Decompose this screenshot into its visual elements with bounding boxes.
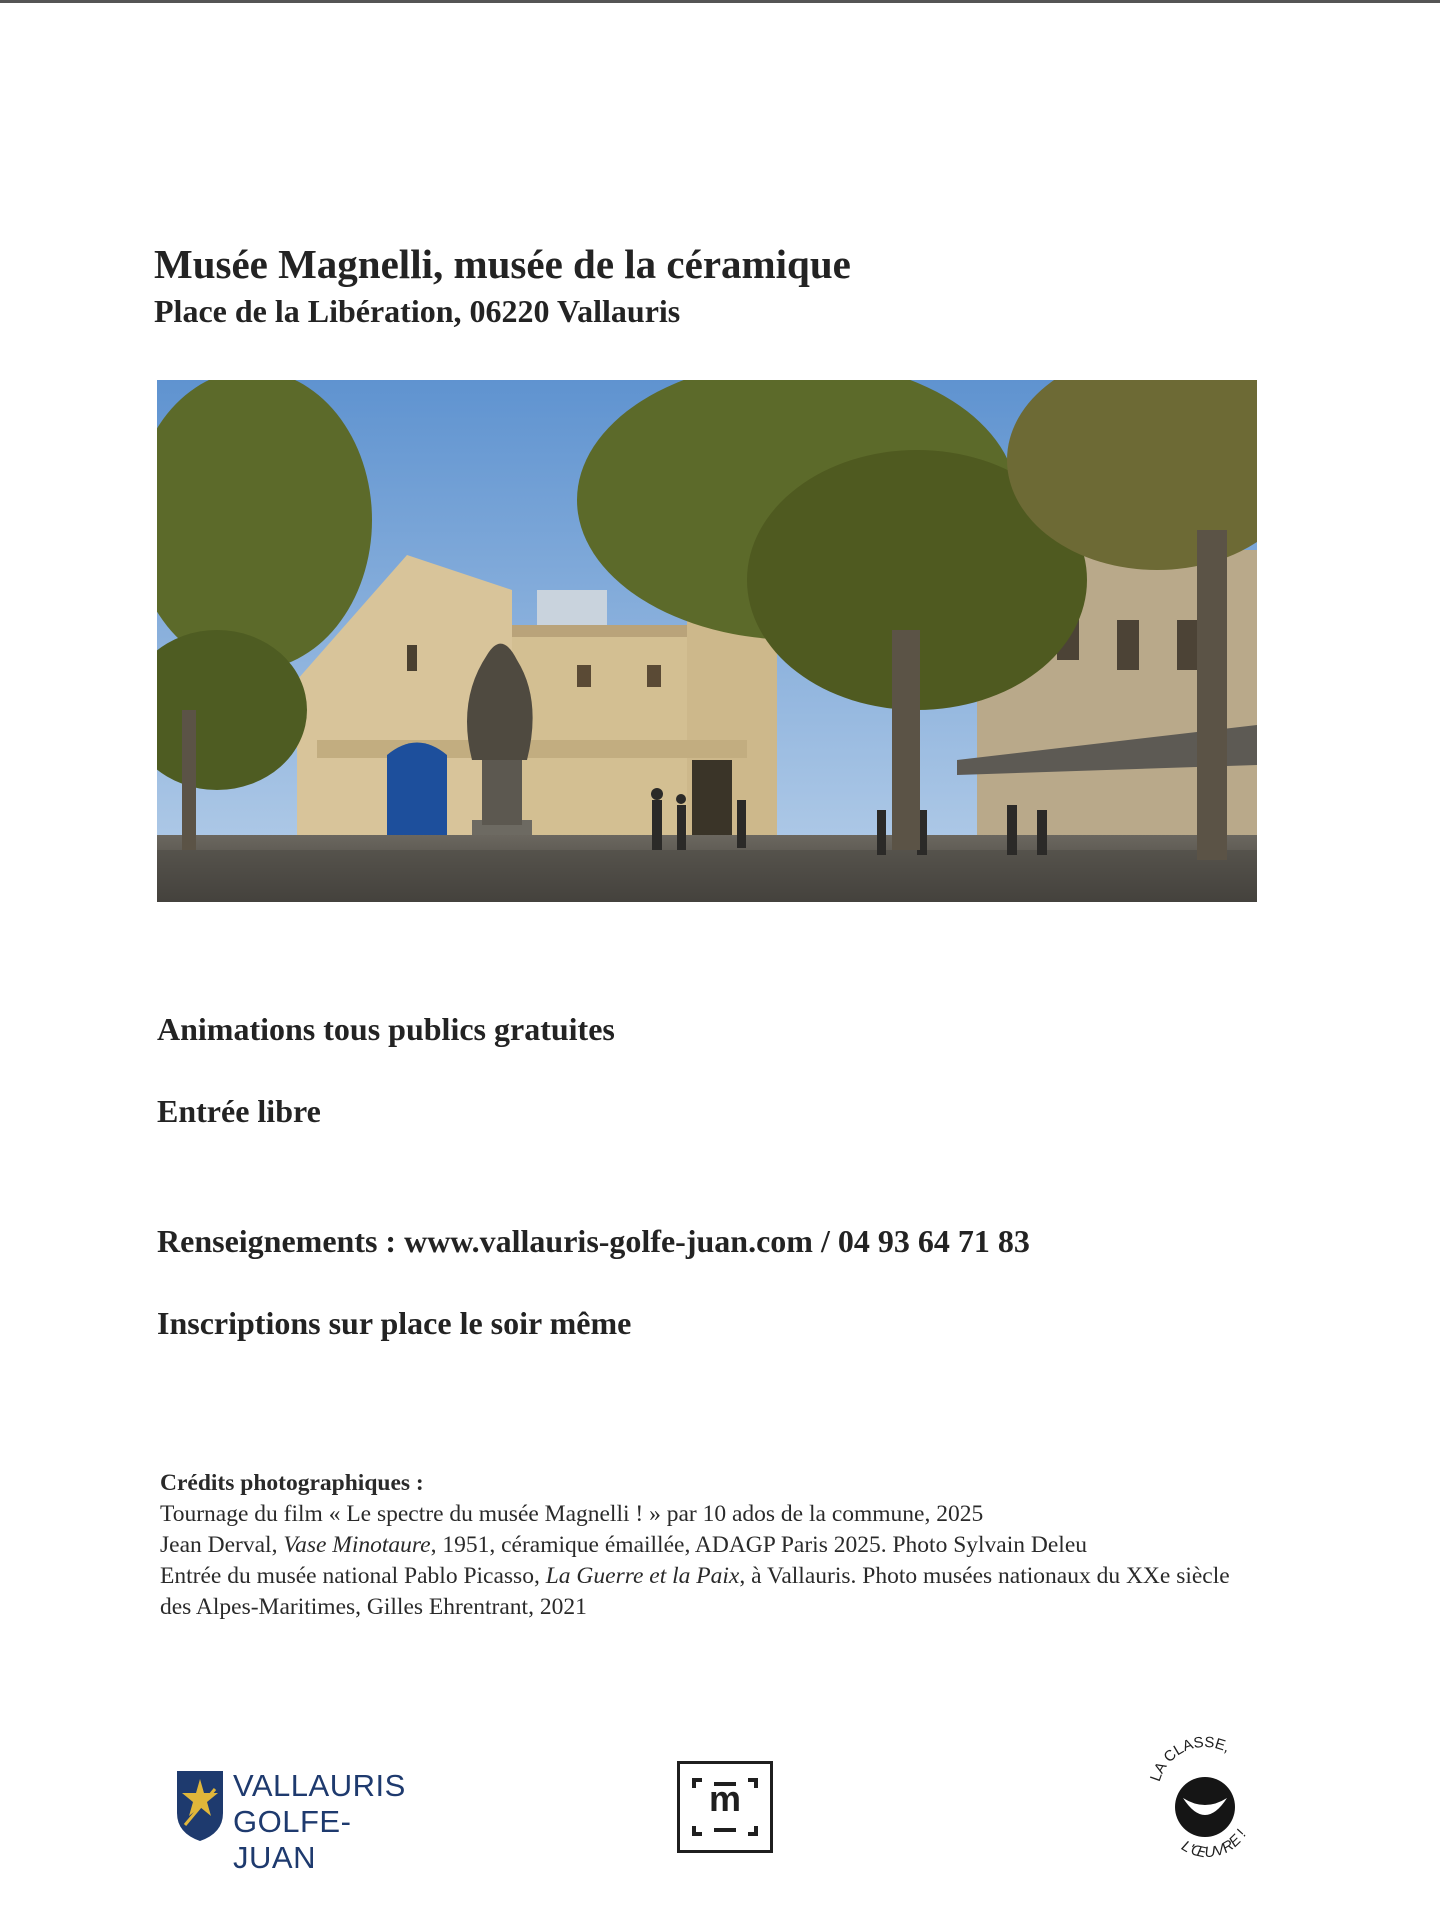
photo-credits	[160, 1468, 1240, 1623]
museum-square-illustration	[157, 380, 1257, 902]
credit-3-rest: , à Vallauris. Photo musées nationaux du XXe siècle des Alpes-Maritimes, Gilles Ehrentrant, 2021	[160, 1563, 1230, 1620]
vallauris-text: VALLAURIS	[233, 1768, 406, 1803]
venue-address: Place de la Libération, 06220 Vallauris	[154, 293, 681, 329]
credit-2-rest: , 1951, céramique émaillée, ADAGP Paris 2025. Photo Sylvain Deleu	[430, 1532, 1087, 1558]
vallauris-golfe-juan-logo	[175, 1766, 406, 1875]
page-title: Musée Magnelli, musée de la céramique	[154, 241, 851, 287]
musee-magnelli-logo	[677, 1761, 773, 1853]
credit-2-text: Jean Derval,	[160, 1532, 284, 1558]
top-border	[0, 0, 1440, 3]
classe-bottom-text: L'ŒUVRE !	[1178, 1826, 1250, 1862]
contact-line: Renseignements : www.vallauris-golfe-juan.com / 04 93 64 71 83	[157, 1223, 1030, 1259]
vallauris-wordmark	[233, 1768, 406, 1876]
golfe-juan-text: GOLFE-JUAN	[233, 1804, 352, 1875]
entry-line: Entrée libre	[157, 1093, 321, 1129]
credits-heading: Crédits photographiques :	[160, 1470, 424, 1496]
animations-line: Animations tous publics gratuites	[157, 1011, 615, 1047]
credit-3-title: La Guerre et la Paix	[545, 1563, 740, 1589]
credit-line-1: Tournage du film « Le spectre du musée Magnelli ! » par 10 ados de la commune, 2025	[160, 1501, 984, 1527]
smile-logo-icon	[1140, 1732, 1270, 1862]
classe-top-text: LA CLASSE,	[1147, 1733, 1233, 1784]
coat-of-arms-icon	[175, 1769, 225, 1843]
credit-line-2	[160, 1530, 1240, 1561]
registration-line: Inscriptions sur place le soir même	[157, 1305, 632, 1341]
credit-3-text: Entrée du musée national Pablo Picasso,	[160, 1563, 546, 1589]
credit-line-3	[160, 1561, 1240, 1623]
museum-photo	[157, 380, 1257, 902]
m-letter: m	[708, 1778, 741, 1819]
la-classe-loeuvre-logo	[1140, 1732, 1270, 1862]
credit-2-title: Vase Minotaure	[283, 1532, 431, 1558]
